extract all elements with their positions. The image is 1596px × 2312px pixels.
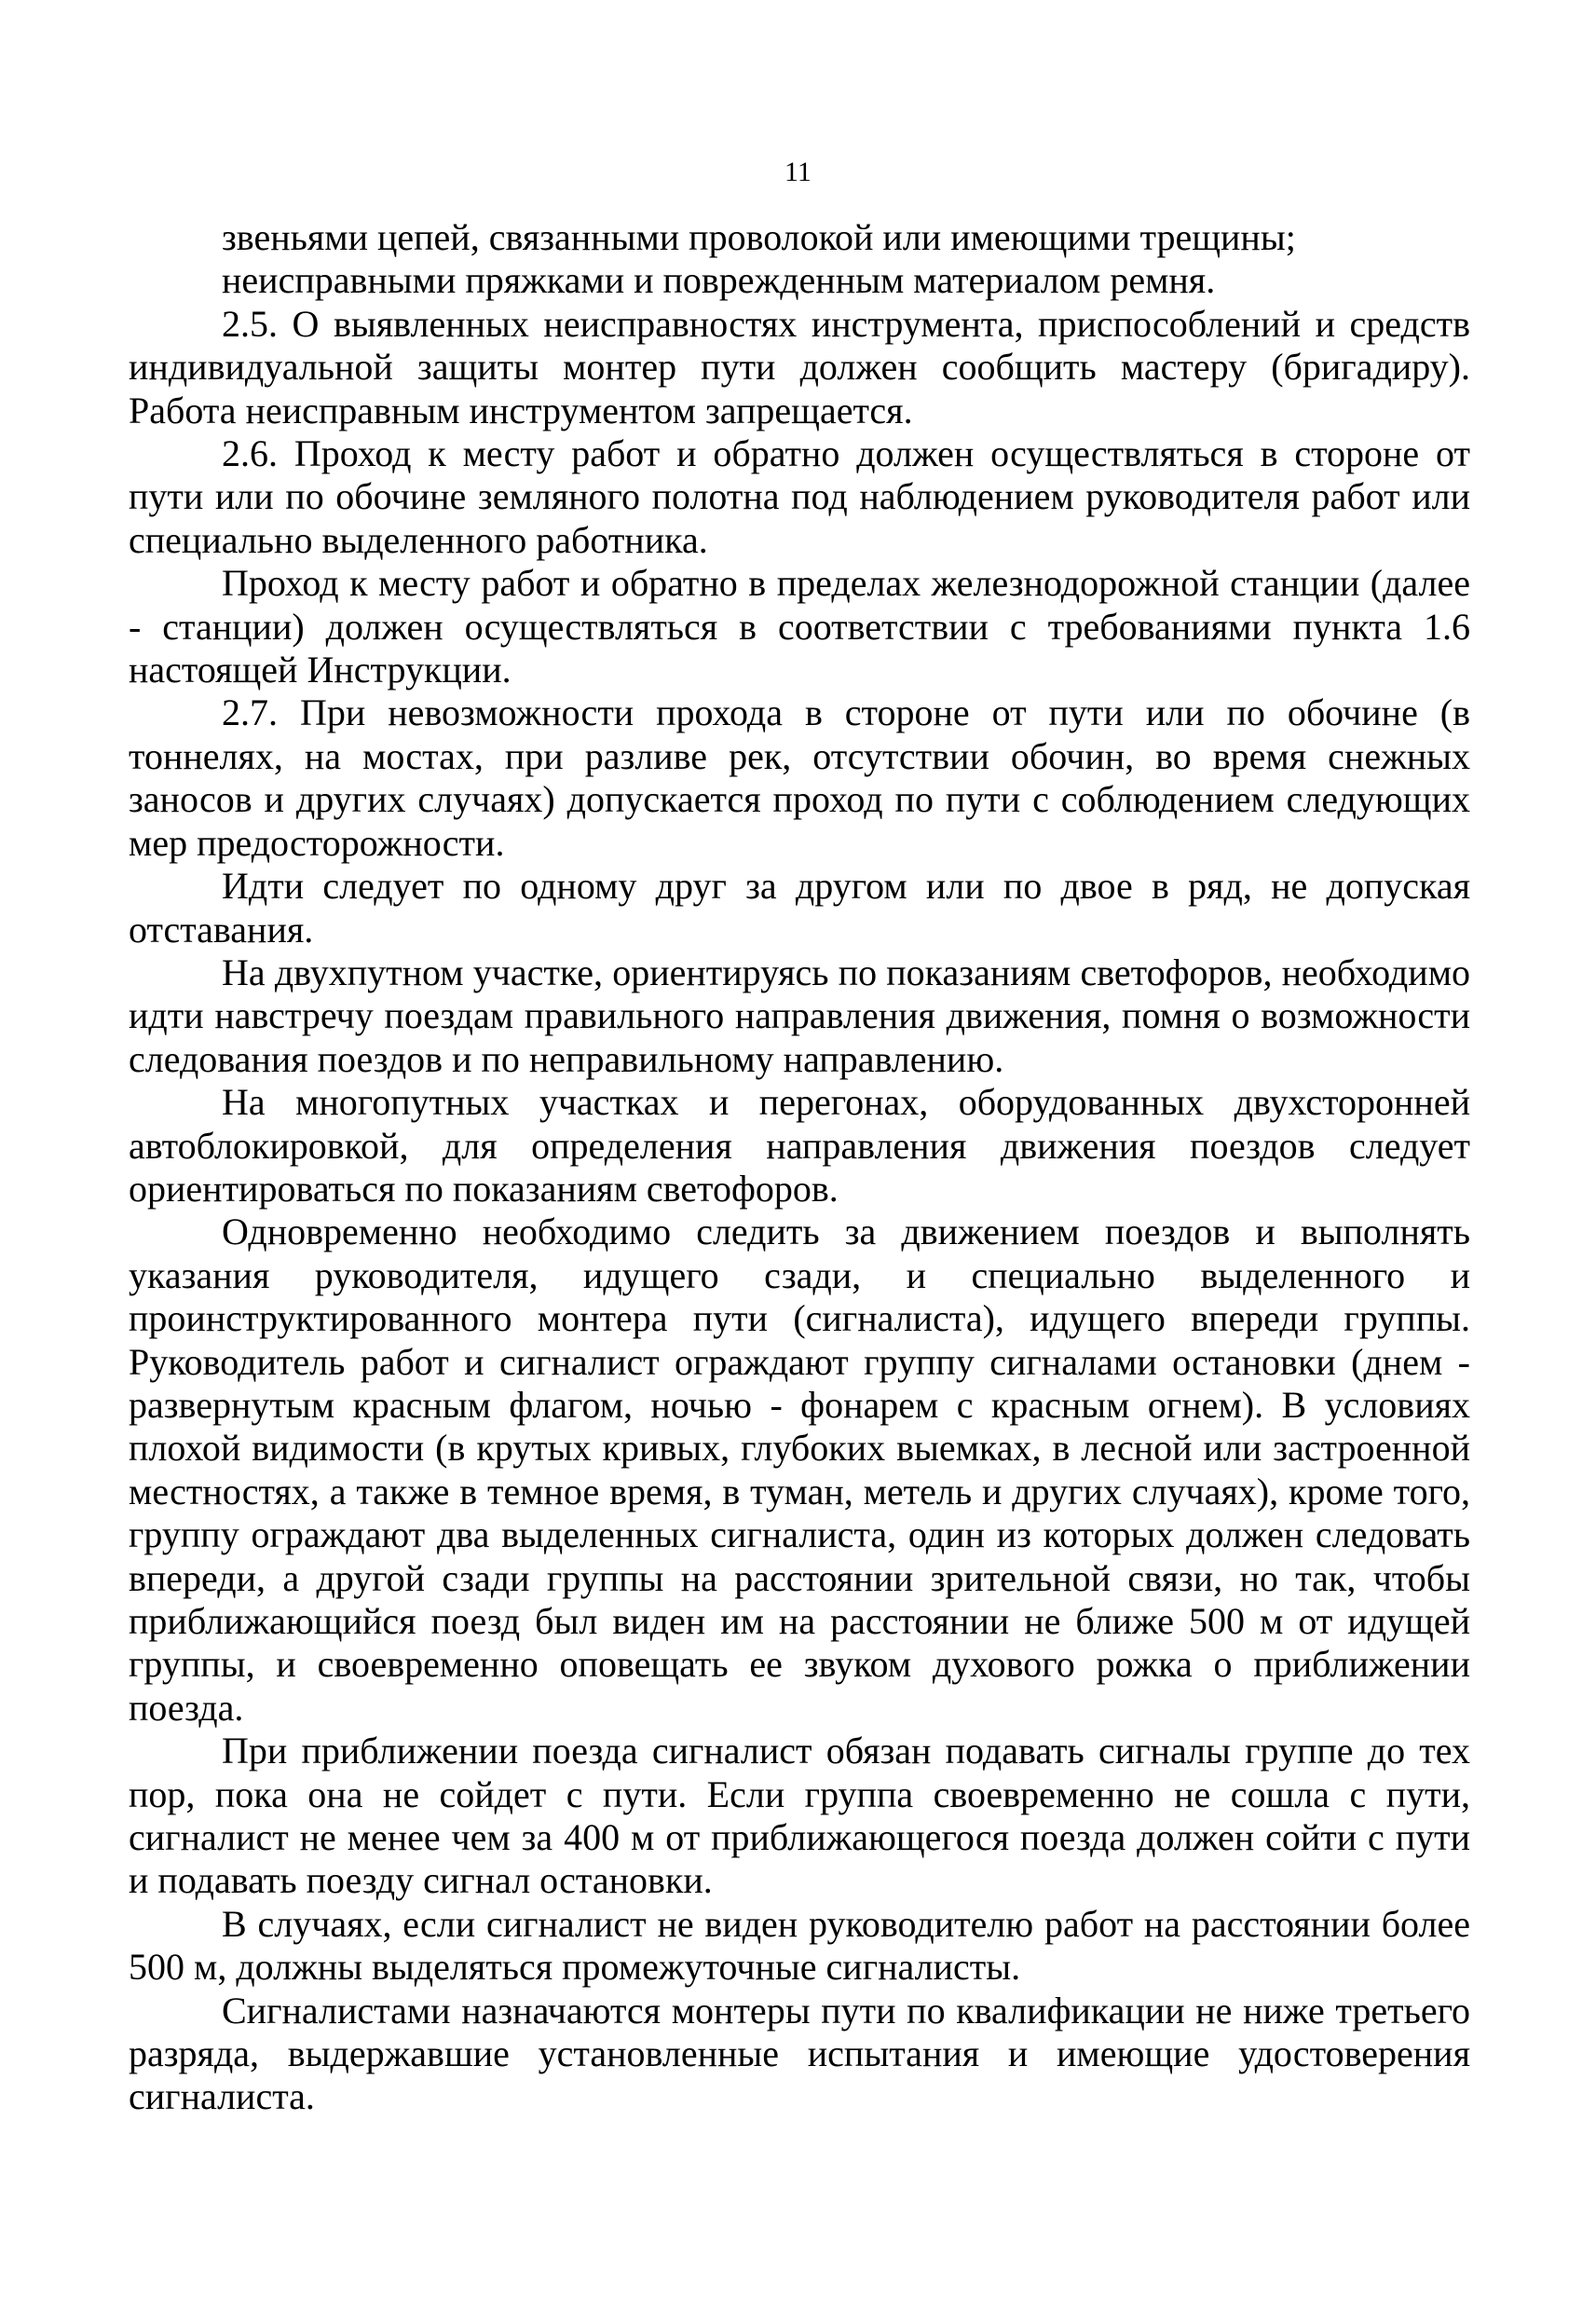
paragraph: Одновременно необходимо следить за движением поездов и выполнять указания руководителя, идущего сзади, и специально выделенного и проинструктированного монтера пути (сигналиста), идущего впереди группы. Руководитель работ и сигналист ограждают группу сигналами остановки (днем - развернутым красным флагом, ночью - фонарем с красным огнем). В условиях плохой видимости (в крутых кривых, глубоких выемках, в лесной или застроенной местностях, а также в темное время, в туман, метель и других случаях), кроме того, группу ограждают два выделенных сигналиста, один из которых должен следовать впереди, а другой сзади группы на расстоянии зрительной связи, но так, чтобы приближающийся поезд был виден им на расстоянии не ближе 500 м от идущей группы, и своевременно оповещать ее звуком духового рожка о приближении поезда. [129,1211,1470,1729]
document-body [129,216,1470,2119]
paragraph: При приближении поезда сигналист обязан подавать сигналы группе до тех пор, пока она не сойдет с пути. Если группа своевременно не сошла с пути, сигналист не менее чем за 400 м от приближающегося поезда должен сойти с пути и подавать поезду сигнал остановки. [129,1730,1470,1902]
page-number: 11 [784,157,812,187]
paragraph: Идти следует по одному друг за другом или по двое в ряд, не допуская отставания. [129,865,1470,951]
paragraph: звеньями цепей, связанными проволокой или имеющими трещины; [222,216,1296,258]
paragraph: 2.6. Проход к месту работ и обратно должен осуществляться в стороне от пути или по обочине земляного полотна под наблюдением руководителя работ или специально выделенного работника. [129,432,1470,561]
paragraph: В случаях, если сигналист не виден руководителю работ на расстоянии более 500 м, должны выделяться промежуточные сигналисты. [129,1902,1470,1989]
paragraph: На многопутных участках и перегонах, оборудованных двухсторонней автоблокировкой, для определения направления движения поездов следует ориентироваться по показаниям светофоров. [129,1081,1470,1210]
paragraph: 2.5. О выявленных неисправностях инструмента, приспособлений и средств индивидуальной защиты монтер пути должен сообщить мастеру (бригадиру). Работа неисправным инструментом запрещается. [129,302,1470,431]
paragraph: Сигналистами назначаются монтеры пути по квалификации не ниже третьего разряда, выдержавшие установленные испытания и имеющие удостоверения сигналиста. [129,1989,1470,2118]
paragraph: Проход к месту работ и обратно в пределах железнодорожной станции (далее - станции) должен осуществляться в соответствии с требованиями пункта 1.6 настоящей Инструкции. [129,562,1470,691]
paragraph: неисправными пряжками и поврежденным материалом ремня. [222,259,1216,302]
paragraph: На двухпутном участке, ориентируясь по показаниям светофоров, необходимо идти навстречу поездам правильного направления движения, помня о возможности следования поездов и по неправильному направлению. [129,951,1470,1080]
paragraph: 2.7. При невозможности прохода в стороне от пути или по обочине (в тоннелях, на мостах, при разливе рек, отсутствии обочин, во время снежных заносов и других случаях) допускается проход по пути с соблюдением следующих мер предосторожности. [129,691,1470,864]
